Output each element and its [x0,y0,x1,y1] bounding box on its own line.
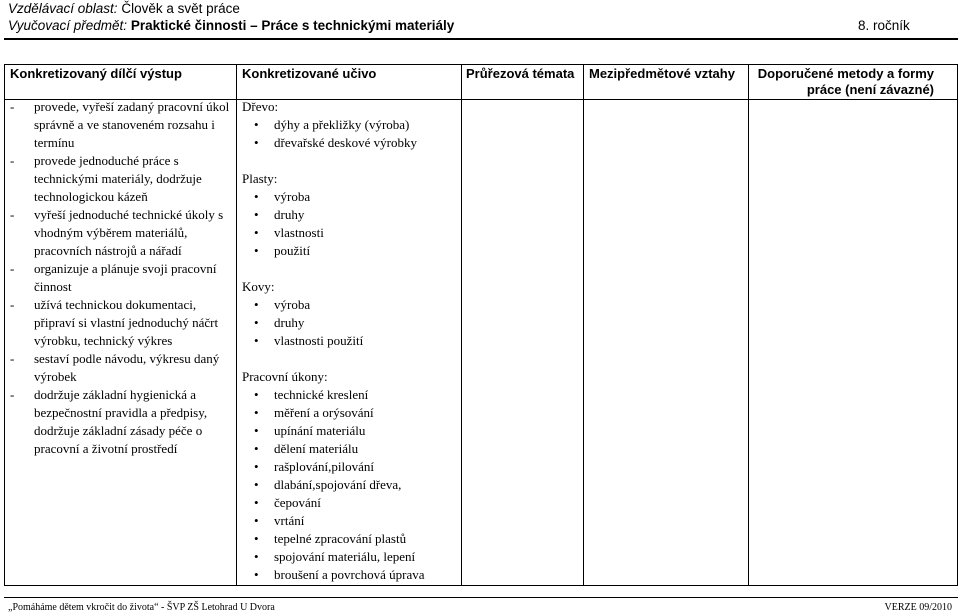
curriculum-item: • dělení materiálu [242,440,480,458]
curriculum-item: • upínání materiálu [242,422,480,440]
subject-value: Praktické činnosti – Práce s technickými materiály [130,18,455,33]
column-divider-1 [236,64,237,586]
column-header-interdisciplinary: Mezipředmětové vztahy [589,66,735,81]
curriculum-group-metals [242,278,480,350]
column-header-methods [734,66,934,98]
outcomes-list [10,98,232,458]
curriculum-item: • druhy [242,206,480,224]
footer-school: „Pomáháme dětem vkročit do života“ - ŠVP ZŠ Letohrad U Dvora [8,602,275,613]
outcome-item: - dodržuje základní hygienická a bezpečnostní pravidla a předpisy, dodržuje základní zásady péče o pracovní a životní prostředí [10,387,208,456]
curriculum-item: • čepování [242,494,480,512]
outcome-item: - vyřeší jednoduché technické úkoly s vhodným výběrem materiálů, pracovních nástrojů a nářadí [10,207,224,258]
group-title: Plasty: [242,171,278,186]
grade-label: 8. ročník [858,18,910,33]
group-title: Kovy: [242,279,275,294]
curriculum-item: • broušení a povrchová úprava [242,566,480,584]
curriculum-item: • vlastnosti použití [242,332,480,350]
curriculum-item: • tepelné zpracování plastů [242,530,480,548]
outcome-item: - provede jednoduché práce s technickými materiály, dodržuje technologickou kázeň [10,153,202,204]
curriculum-item: • dlabání,spojování dřeva, [242,476,480,494]
curriculum-list [242,98,480,584]
curriculum-group-operations [242,368,480,584]
curriculum-item: • dýhy a překližky (výroba) [242,116,480,134]
outcome-item: - užívá technickou dokumentaci, připraví si vlastní jednoduchý náčrt výrobku, technický výkres [10,297,219,348]
curriculum-item: • dřevařské deskové výrobky [242,134,480,152]
area-line [8,0,240,17]
subject-label: Vyučovací předmět: [8,18,128,33]
curriculum-group-wood [242,98,480,152]
column-header-methods-line1: Doporučené metody a formy [757,66,934,81]
area-value: Člověk a svět práce [121,1,240,16]
outcome-item: - provede, vyřeší zadaný pracovní úkol správně a ve stanoveném rozsahu i termínu [10,99,230,150]
column-header-methods-line2: práce (není závazné) [806,82,934,97]
curriculum-item: • rašplování,pilování [242,458,480,476]
curriculum-item: • výroba [242,296,480,314]
curriculum-item: • měření a orýsování [242,404,480,422]
footer-divider [4,597,958,598]
curriculum-group-plastics [242,170,480,260]
column-header-cross-topics: Průřezová témata [466,66,575,81]
column-divider-3 [583,64,584,586]
footer-version: VERZE 09/2010 [884,602,952,613]
curriculum-item: • spojování materiálu, lepení [242,548,480,566]
subject-line [8,17,454,34]
group-title: Dřevo: [242,99,279,114]
column-header-outcome: Konkretizovaný dílčí výstup [10,66,182,81]
area-label: Vzdělávací oblast: [8,1,118,16]
curriculum-item: • použití [242,242,480,260]
curriculum-item: • vrtání [242,512,480,530]
curriculum-item: • výroba [242,188,480,206]
outcome-item: - sestaví podle návodu, výkresu daný výrobek [10,351,220,384]
column-header-curriculum: Konkretizované učivo [242,66,377,81]
curriculum-item: • vlastnosti [242,224,480,242]
group-title: Pracovní úkony: [242,369,328,384]
column-divider-4 [748,64,749,586]
curriculum-item: • technické kreslení [242,386,480,404]
header-divider [4,38,958,40]
curriculum-item: • druhy [242,314,480,332]
outcome-item: - organizuje a plánuje svoji pracovní činnost [10,261,217,294]
